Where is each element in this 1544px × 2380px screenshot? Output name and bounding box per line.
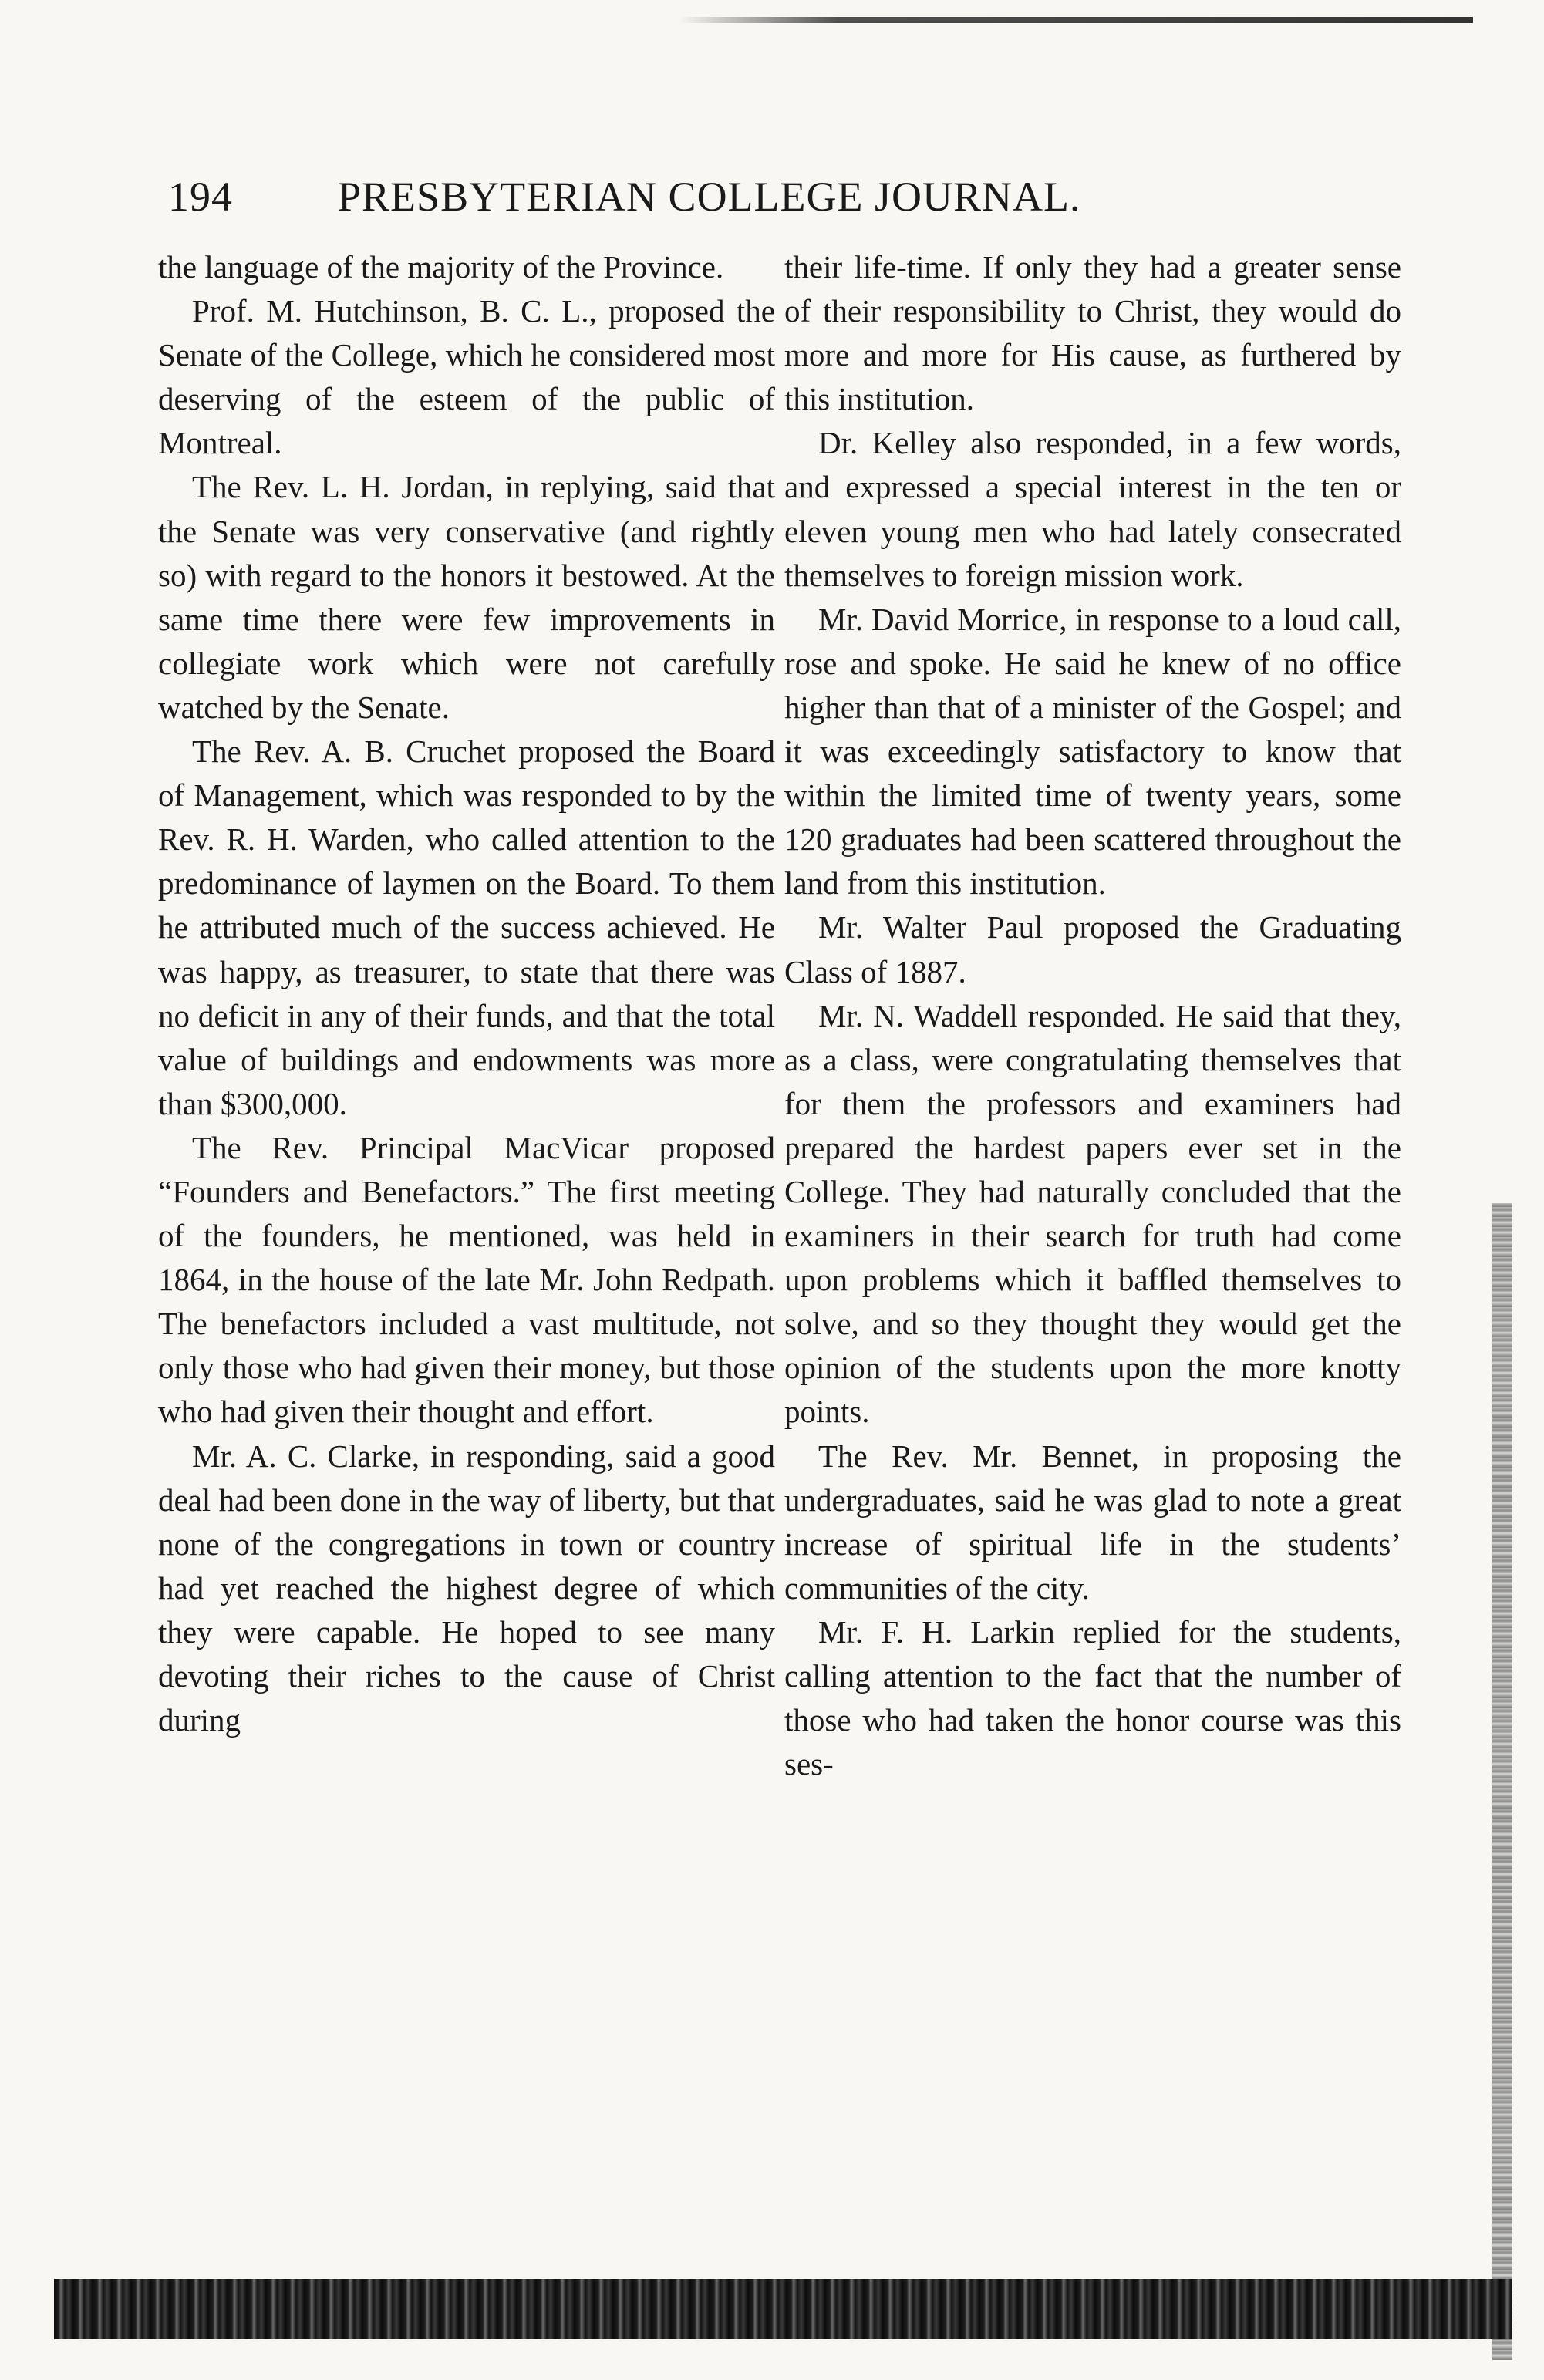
paragraph: Dr. Kelley also responded, in a few words, and expressed a special interest in the ten or eleven young men who had lately consecrated themselves to foreign mission work.	[784, 425, 1401, 593]
page-header	[168, 170, 1171, 224]
paragraph: The Rev. L. H. Jordan, in replying, said that the Senate was very conservative (and rightly so) with regard to the honors it bestowed. At the same time there were few improvements in collegiate work which were not carefully watched by the Senate.	[158, 469, 775, 725]
page-number: 194	[168, 174, 233, 220]
paragraph: Mr. A. C. Clarke, in responding, said a good deal had been done in the way of liberty, but that none of the congregations in town or country had yet reached the highest degree of which they were capable. He hoped to see many devoting their riches to the cause of Christ during	[158, 1438, 776, 1738]
paragraph: Mr. Walter Paul proposed the Graduating Class of 1887.	[784, 909, 1401, 989]
paragraph: Mr. David Morrice, in response to a loud call, rose and spoke. He said he knew of no office higher than that of a minister of the Gospel; and it was exceedingly satisfactory to know that within the limited time of twenty years, some 120 graduates had been scattered throughout the land from this institution.	[784, 601, 1401, 902]
scan-bottom-edge-band	[54, 2279, 1512, 2339]
scan-top-edge-rule	[679, 17, 1473, 23]
paragraph: The Rev. Principal MacVicar proposed “Founders and Benefactors.” The first meeting of the founders, he mentioned, was held in 1864, in the house of the late Mr. John Redpath. The benefactors included a vast multitude, not only those who had given their money, but those who had given their thought and effort.	[158, 1129, 775, 1430]
paragraph: the language of the majority of the Province.	[158, 249, 724, 285]
scan-right-edge-noise	[1492, 1203, 1512, 2360]
paragraph: Mr. N. Waddell responded. He said that they, as a class, were congratulating themselves that for them the professors and examiners had prepared the hardest papers ever set in the College. They had naturally concluded that the examiners in their search for truth had come upon problems which it baffled themselves to solve, and so they thought they would get the opinion of the students upon the more knotty points.	[784, 997, 1401, 1430]
paragraph: their life-time. If only they had a greater sense of their responsibility to Christ, they would do more and more for His cause, as furthered by this institution.	[784, 249, 1401, 417]
paragraph: Prof. M. Hutchinson, B. C. L., proposed the Senate of the College, which he considered most deserving of the esteem of the public of Montreal.	[158, 293, 775, 461]
paragraph: Mr. F. H. Larkin replied for the students, calling attention to the fact that the number of those who had taken the honor course was this ses-	[784, 1613, 1401, 1782]
paragraph: The Rev. Mr. Bennet, in proposing the undergraduates, said he was glad to note a great increase of spiritual life in the students’ communities of the city.	[784, 1438, 1401, 1606]
paragraph: The Rev. A. B. Cruchet proposed the Board of Management, which was responded to by the Rev. R. H. Warden, who called attention to the predominance of laymen on the Board. To them he attributed much of the success achieved. He was happy, as treasurer, to state that there was no deficit in any of their funds, and that the total value of buildings and endowments was more than $300,000.	[158, 733, 775, 1121]
left-column	[158, 245, 775, 1742]
running-title: PRESBYTERIAN COLLEGE JOURNAL.	[338, 174, 1081, 220]
right-column	[784, 245, 1401, 1786]
